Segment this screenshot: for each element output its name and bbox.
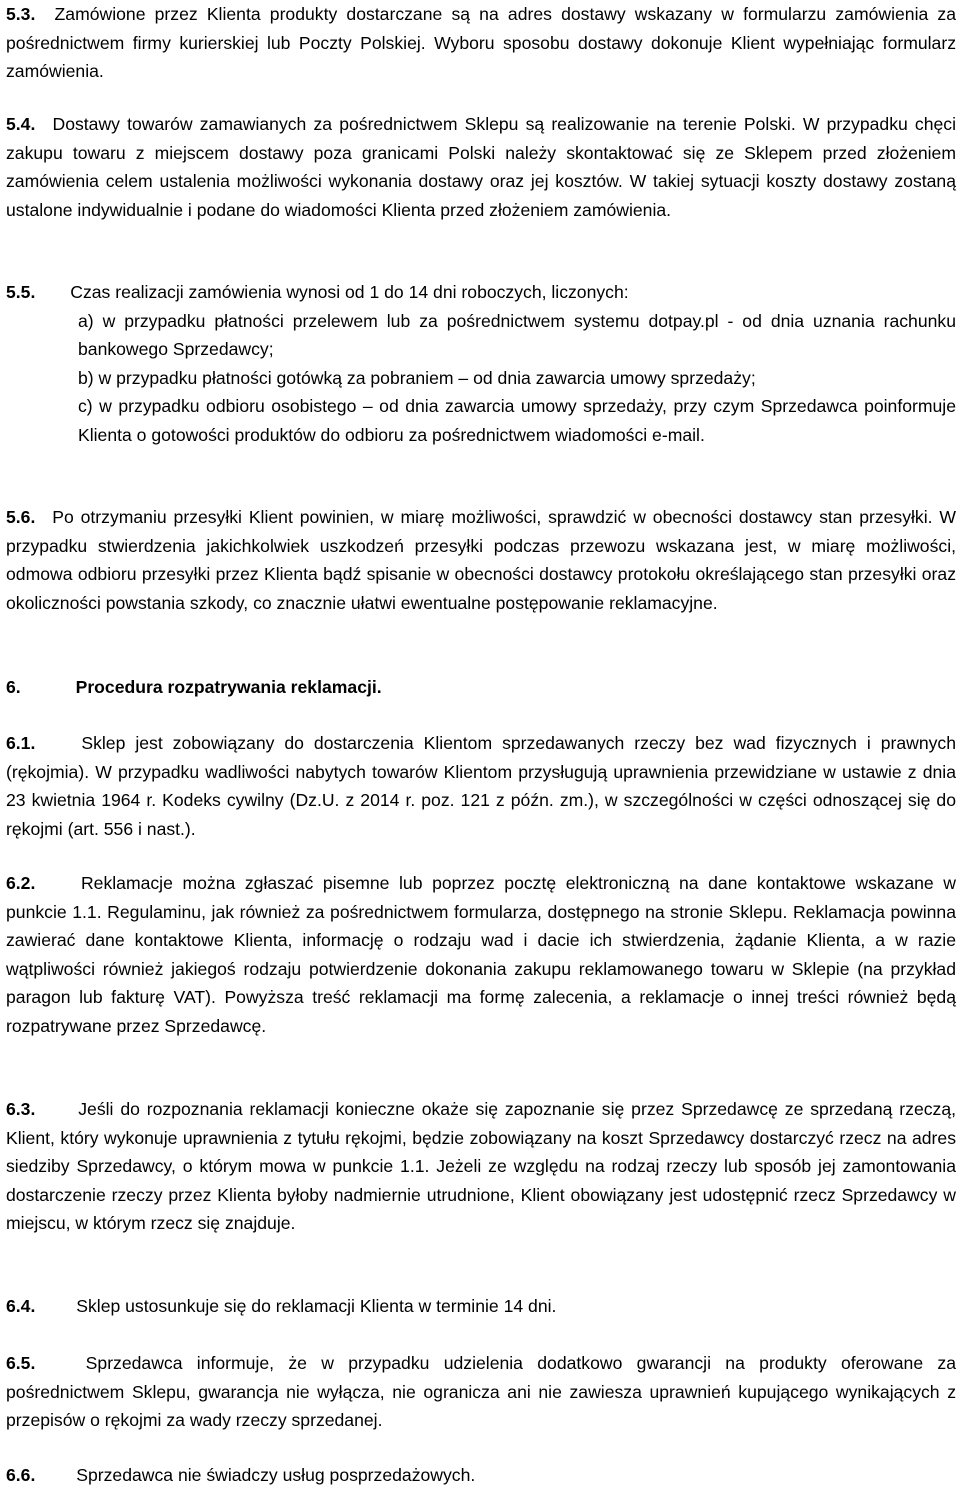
section-5-4: [6, 110, 956, 224]
section-5-6: [6, 503, 956, 617]
section-text: Sprzedawca nie świadczy usług posprzedażowych.: [76, 1465, 476, 1485]
section-text: Dostawy towarów zamawianych za pośrednictwem Sklepu są realizowanie na terenie Polski. W przypadku chęci zakupu towaru z miejscem dostawy poza granicami Polski należy skontaktować się ze Sklepem przed złożeniem zamówienia celem ustalenia możliwości wykonania dostawy oraz jej kosztów. W takiej sytuacji koszty dostawy zostaną ustalone indywidualnie i podane do wiadomości Klienta przed złożeniem zamówienia.: [6, 114, 956, 220]
list-item: b) w przypadku płatności gotówką za pobraniem – od dnia zawarcia umowy sprzedaży;: [78, 367, 756, 388]
section-5-3: [6, 0, 956, 86]
section-6-4: [6, 1292, 956, 1321]
section-number: 6.1.: [6, 733, 36, 753]
section-text: Jeśli do rozpoznania reklamacji konieczne okaże się zapoznanie się przez Sprzedawcę ze sprzedaną rzeczą, Klient, który wykonuje uprawnienia z tytułu rękojmi, będzie zobowiązany na koszt Sprzedawcy dostarczyć rzecz na adres siedziby Sprzedawcy, o którym mowa w punkcie 1.1. Jeżeli ze względu na rodzaj rzeczy lub sposób jej zamontowania dostarczenie rzeczy przez Klienta byłoby nadmiernie utrudnione, Klient obowiązany jest udostępnić rzecz Sprzedawcy w miejscu, w którym rzecz się znajduje.: [6, 1099, 956, 1234]
section-number: 6.2.: [6, 873, 36, 893]
section-text: Sklep ustosunkuje się do reklamacji Klienta w terminie 14 dni.: [76, 1296, 557, 1316]
section-number: 5.3.: [6, 4, 36, 24]
section-text: Sklep jest zobowiązany do dostarczenia Klientom sprzedawanych rzeczy bez wad fizycznych i prawnych (rękojmia). W przypadku wadliwości nabytych towarów Klientom przysługują uprawnienia przewidziane w ustawie z dnia 23 kwietnia 1964 r. Kodeks cywilny (Dz.U. z 2014 r. poz. 121 z późn. zm.), w szczególności w części odnoszącej się do rękojmi (art. 556 i nast.).: [6, 733, 957, 839]
section-number: 6.4.: [6, 1296, 36, 1316]
section-6-1: [6, 729, 956, 843]
section-text: Po otrzymaniu przesyłki Klient powinien, w miarę możliwości, sprawdzić w obecności dostawcy stan przesyłki. W przypadku stwierdzenia jakichkolwiek uszkodzeń przesyłki podczas przewozu wskazana jest, w miarę możliwości, odmowa odbioru przesyłki przez Klienta bądź spisanie w obecności dostawcy protokołu określającego stan przesyłki oraz okoliczności powstania szkody, co znacznie ułatwi ewentualne postępowanie reklamacyjne.: [6, 507, 956, 613]
section-6-2: [6, 869, 956, 1041]
section-text: Reklamacje można zgłaszać pisemne lub poprzez pocztę elektroniczną na dane kontaktowe wskazane w punkcie 1.1. Regulaminu, jak również za pośrednictwem formularza, dostępnego na stronie Sklepu. Reklamacja powinna zawierać dane kontaktowe Klienta, informację o rodzaju wad i dacie ich stwierdzenia, żądanie Klienta, a w razie wątpliwości również jakiegoś rodzaju potwierdzenie dokonania zakupu reklamowanego towaru w Sklepie (na przykład paragon lub fakturę VAT). Powyższa treść reklamacji ma formę zalecenia, a reklamacje o innej treści również będą rozpatrywane przez Sprzedawcę.: [6, 873, 956, 1036]
section-number: 5.4.: [6, 114, 36, 134]
section-6-3: [6, 1095, 956, 1238]
list-item: c) w przypadku odbioru osobistego – od dnia zawarcia umowy sprzedaży, przy czym Sprzedawca poinformuje Klienta o gotowości produktów do odbioru za pośrednictwem wiadomości e-mail.: [78, 396, 956, 445]
section-6-heading: [6, 673, 956, 702]
section-6-6: [6, 1461, 956, 1490]
section-number: 6.3.: [6, 1099, 36, 1119]
list-item: a) w przypadku płatności przelewem lub za pośrednictwem systemu dotpay.pl - od dnia uznania rachunku bankowego Sprzedawcy;: [78, 310, 956, 360]
section-6-5: [6, 1349, 956, 1435]
section-text: Czas realizacji zamówienia wynosi od 1 do 14 dni roboczych, liczonych:: [70, 282, 629, 302]
section-text: Zamówione przez Klienta produkty dostarczane są na adres dostawy wskazany w formularzu zamówienia za pośrednictwem firmy kurierskiej lub Poczty Polskiej. Wyboru sposobu dostawy dokonuje Klient wypełniając formularz zamówienia.: [6, 4, 957, 82]
section-5-5: [6, 278, 956, 450]
section-number: 6.: [6, 677, 21, 697]
section-number: 6.6.: [6, 1465, 36, 1485]
section-number: 5.5.: [6, 282, 36, 302]
section-heading: Procedura rozpatrywania reklamacji.: [75, 677, 382, 697]
section-text: Sprzedawca informuje, że w przypadku udzielenia dodatkowo gwarancji na produkty oferowane za pośrednictwem Sklepu, gwarancja nie wyłącza, nie ogranicza ani nie zawiesza uprawnień kupującego wynikających z przepisów o rękojmi za wady rzeczy sprzedanej.: [6, 1353, 956, 1431]
section-number: 5.6.: [6, 507, 36, 527]
section-number: 6.5.: [6, 1353, 36, 1373]
